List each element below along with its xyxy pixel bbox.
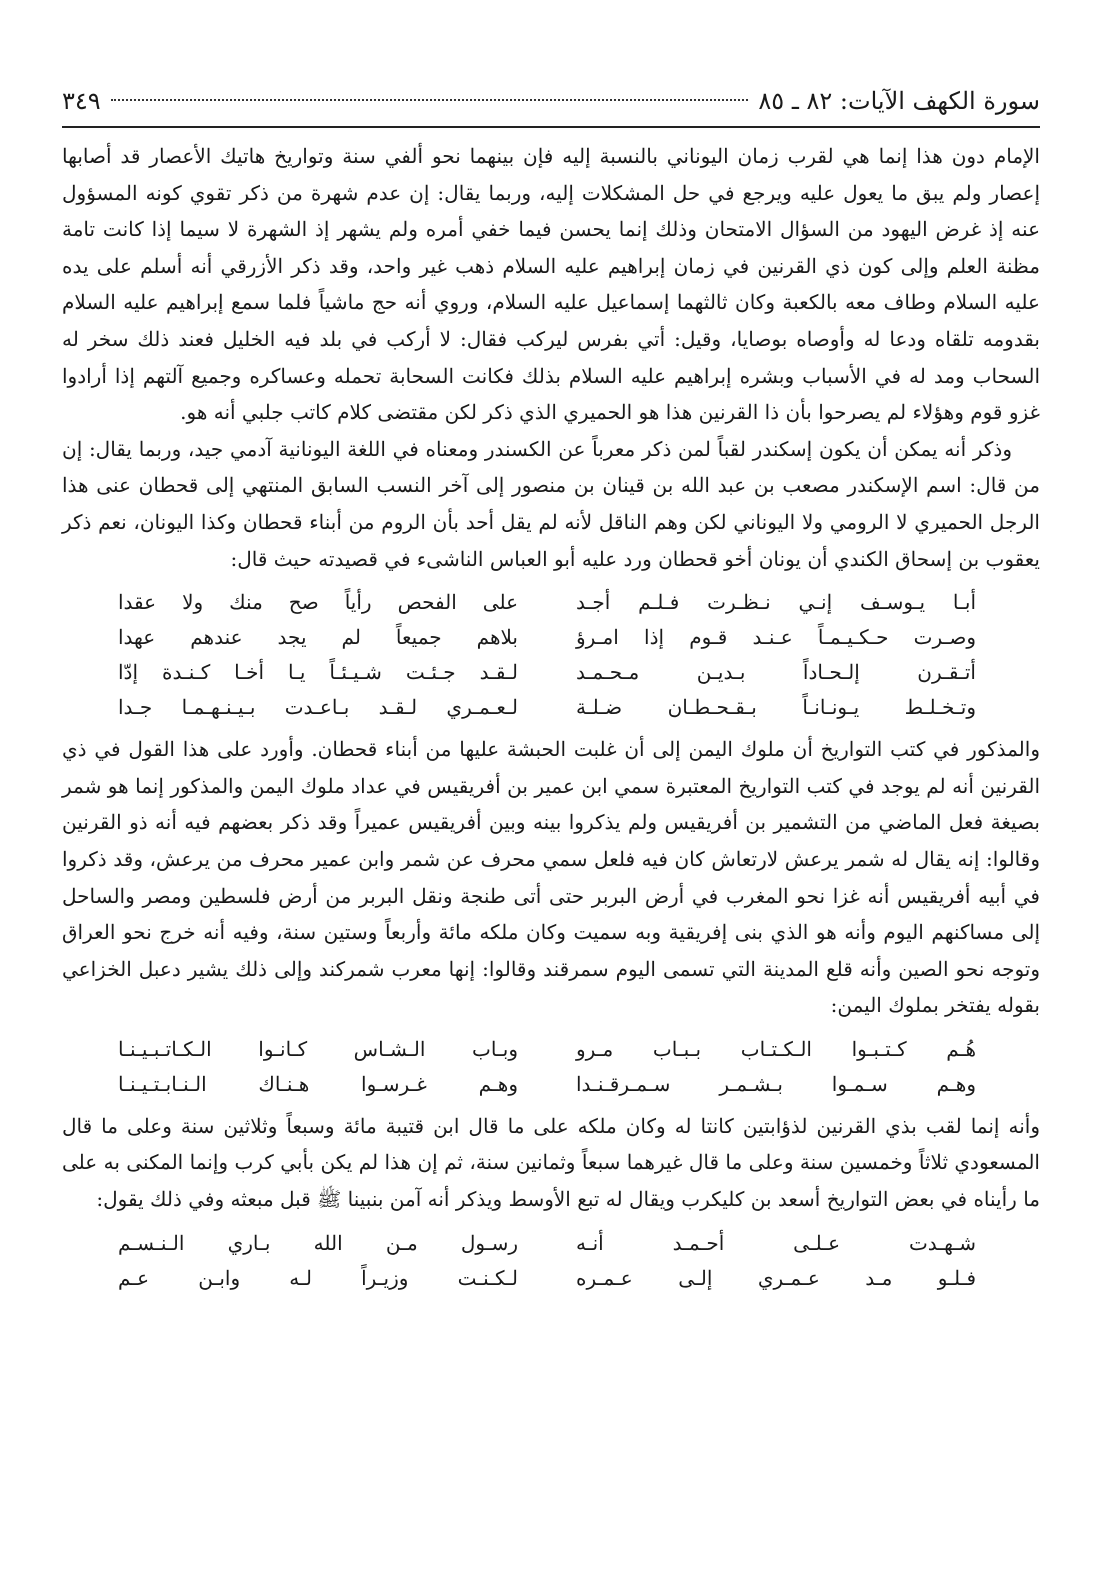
verse-first-hemistich: هُـم كـتـبـوا الـكـتـاب بـبـاب مـرو <box>576 1036 976 1061</box>
verse-second-hemistich: بلاهم جميعاً لم يجد عندهم عهدا <box>118 625 518 650</box>
paragraph-4: وأنه إنما لقب بذي القرنين لذؤابتين كانتا له وكان ملكه على ما قال ابن قتيبة مائة وسبعاً وثلاثين سنة وعلى ما قال المسعودي ثلاثاً وخمسين سنة وعلى ما قال غيرهما سبعاً وثمانين سنة، ثم إن هذا لم يكن بأبي كرب وإنما المكنى به على ما رأيناه في بعض التواريخ أسعد بن كليكرب ويقال له تبع الأوسط ويذكر أنه آمن بنبينا ﷺ قبل مبعثه وفي ذلك يقول: <box>62 1113 1040 1212</box>
paragraph-2: وذكر أنه يمكن أن يكون إسكندر لقباً لمن ذكر معرباً عن الكسندر ومعناه في اللغة اليونانية آدمي جيد، وربما يقال: إن من قال: اسم الإسكندر مصعب بن عبد الله بن قينان بن منصور إلى آخر النسب السابق المنتهي إلى قحطان عنى هذا الرجل الحميري لا الرومي ولا اليوناني لكن وهم الناقل لأنه لم يقل أحد بأن الروم من أبناء قحطان وكذا اليونان، نعم ذكر يعقوب بن إسحاق الكندي أن يونان أخو قحطان ورد عليه أبو العباس الناشىء في قصيدته حيث قال: <box>62 436 1040 571</box>
verse <box>62 620 1040 655</box>
verse <box>62 690 1040 725</box>
verse-first-hemistich: وصـرت حـكـيـمـاً عـنـد قـوم إذا امـرؤ <box>576 625 976 650</box>
verse-first-hemistich: فـلـو مـد عـمـري إلـى عـمـره <box>576 1265 976 1290</box>
running-header <box>62 86 1040 128</box>
verse-first-hemistich: أتـقـرن إلـحـاداً بـديـن مـحـمـد <box>576 660 976 685</box>
verse-second-hemistich: لـعـمـري لـقـد بـاعـدت بـيـنـهـمـا جـدا <box>118 695 518 720</box>
poem-nashi <box>62 585 1040 725</box>
surah-title: سورة الكهف الآيات: ٨٢ ـ ٨٥ <box>758 87 1040 115</box>
paragraph-3: والمذكور في كتب التواريخ أن ملوك اليمن إلى أن غلبت الحبشة عليها من أبناء قحطان. وأورد على هذا القول في ذي القرنين أنه لم يوجد في كتب التواريخ المعتبرة سمي ابن عمير بن أفريقيس في عداد ملوك اليمن والمذكور إنما هو شمر بصيغة فعل الماضي من التشمير بن أفريقيس ولم يذكروا بينه وبين أفريقيس عميراً وقد ذكر بعضهم فيه أنه ذو القرنين وقالوا: إنه يقال له شمر يرعش لارتعاش كان فيه فلعل سمي محرف عن شمر وابن عمير محرف من يرعش، وقد ذكروا في أبيه أفريقيس أنه غزا نحو المغرب في أرض البربر حتى أتى طنجة ونقل البربر من أرض فلسطين ومصر والساحل إلى مساكنهم اليوم وأنه هو الذي بنى إفريقية وبه سميت وكان ملكه مائة وأربعاً وستين سنة، وفيه أنه خرج نحو العراق وتوجه نحو الصين وأنه قلع المدينة التي تسمى اليوم سمرقند وقالوا: إنها معرب شمركند وإلى ذلك يشير دعبل الخزاعي بقوله يفتخر بملوك اليمن: <box>62 737 1040 1018</box>
verse-first-hemistich: وهـم سـمـوا بـشـمـر سـمـرقـنـدا <box>576 1071 976 1096</box>
verse <box>62 1226 1040 1261</box>
verse-first-hemistich: أبـا يـوسـف إنـي نـظـرت فـلـم أجـد <box>576 590 976 615</box>
verse-second-hemistich: رسـول مـن الله بـاري الـنـسـم <box>118 1230 518 1255</box>
verse <box>62 1067 1040 1102</box>
page <box>62 86 1040 1302</box>
verse-second-hemistich: وهـم غـرسـوا هـنـاك الـنـابـتـيـنـا <box>118 1071 518 1096</box>
dot-leaders <box>111 99 749 101</box>
verse-second-hemistich: على الفحص رأياً صح منك ولا عقدا <box>118 590 518 615</box>
verse-second-hemistich: لـقـد جـئـت شـيـئـاً يـا أخـا كـنـدة إدّا <box>118 660 518 685</box>
verse <box>62 655 1040 690</box>
verse-first-hemistich: وتـخـلـط يـونـانـاً بـقـحـطـان ضـلـة <box>576 695 976 720</box>
verse-first-hemistich: شـهـدت عـلـى أحـمـد أنـه <box>576 1230 976 1255</box>
poem-dibil <box>62 1032 1040 1102</box>
page-number: ٣٤٩ <box>62 87 101 115</box>
verse-second-hemistich: وبـاب الـشـاس كـانـوا الـكـاتـبـيـنـا <box>118 1036 518 1061</box>
paragraph-1: الإمام دون هذا إنما هي لقرب زمان اليوناني بالنسبة إليه فإن بينهما نحو ألفي سنة وتواريخ هاتيك الأعصار قد أصابها إعصار ولم يبق ما يعول عليه ويرجع في حل المشكلات إليه، وربما يقال: إن عدم شهرة من ذكر تقوي كونه المسؤول عنه إذ غرض اليهود من السؤال الامتحان وذلك إنما يحسن فيما خفي أمره ولم يشهر إذ الشهرة لا سيما إذا كانت تامة مظنة العلم وإلى كون ذي القرنين في زمان إبراهيم عليه السلام ذهب غير واحد، وقد ذكر الأزرقي أنه أسلم على يده عليه السلام وطاف معه بالكعبة وكان ثالثهما إسماعيل عليه السلام، وروي أنه حج ماشياً فلما سمع إبراهيم عليه السلام بقدومه تلقاه ودعا له وأوصاه بوصايا، وقيل: أتي بفرس ليركب فقال: لا أركب في بلد فيه الخليل فعند ذلك سخر له السحاب ومد له في الأسباب وبشره إبراهيم عليه السلام بذلك فكانت السحابة تحمله وعساكره وجميع آلتهم إذا أرادوا غزو قوم وهؤلاء لم يصرحوا بأن ذا القرنين هذا هو الحميري الذي ذكر لكن مقتضى كلام كاتب جلبي أنه هو. <box>62 144 1040 425</box>
verse <box>62 1261 1040 1296</box>
poem-tubba <box>62 1226 1040 1296</box>
verse <box>62 585 1040 620</box>
verse <box>62 1032 1040 1067</box>
verse-second-hemistich: لـكـنـت وزيـراً لـه وابـن عـم <box>118 1265 518 1290</box>
